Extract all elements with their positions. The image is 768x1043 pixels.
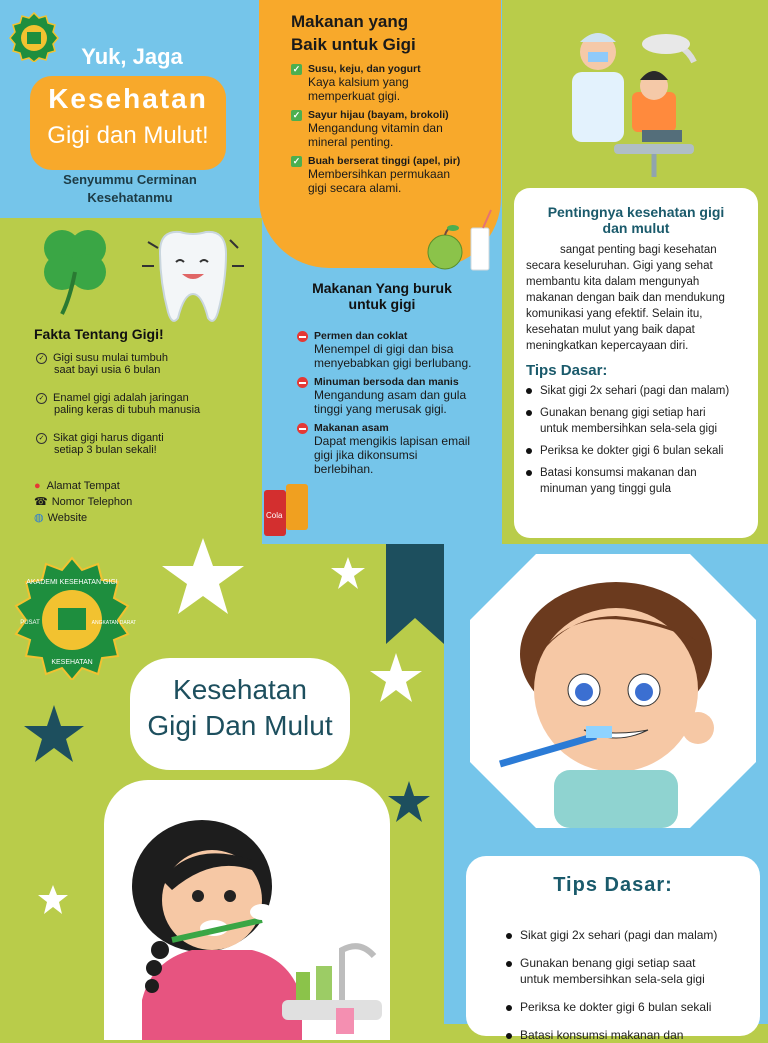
importance-heading-1: Pentingnya kesehatan gigi bbox=[547, 204, 725, 220]
good-food-list bbox=[291, 63, 496, 195]
tips-panel bbox=[444, 544, 768, 1042]
good-food-section bbox=[259, 0, 501, 268]
check-circle-icon: ✓ bbox=[36, 353, 47, 364]
bad-food-heading-1: Makanan Yang buruk bbox=[312, 280, 452, 296]
tip-item bbox=[506, 955, 744, 987]
big-title: Kesehatan bbox=[48, 83, 208, 114]
fact-line: paling keras di tubuh manusia bbox=[54, 404, 201, 416]
tips-list bbox=[526, 383, 746, 497]
academy-logo-large bbox=[8, 556, 136, 680]
food-desc: berlebihan. bbox=[314, 462, 374, 476]
facts-heading: Fakta Tentang Gigi! bbox=[34, 326, 164, 342]
food-desc: Membersihkan permukaan bbox=[308, 167, 451, 181]
food-desc: tinggi yang merusak gigi. bbox=[314, 402, 447, 416]
tip-item bbox=[526, 465, 746, 497]
bullet-icon bbox=[526, 388, 532, 394]
tagline-1: Senyummu Cerminan bbox=[63, 172, 197, 187]
bullet-icon bbox=[506, 933, 512, 939]
girl-card bbox=[104, 780, 390, 1040]
tip-line: Periksa ke dokter gigi 6 bulan sekali bbox=[540, 445, 724, 457]
sub-title: Gigi dan Mulut! bbox=[47, 122, 209, 149]
tip-line: untuk membersihkan sela-sela gigi bbox=[520, 972, 705, 986]
body-line: membantu kita dalam mengunyah bbox=[526, 276, 700, 288]
fact-line: Sikat gigi harus diganti bbox=[53, 432, 164, 444]
food-desc: gigi secara alami. bbox=[308, 181, 402, 195]
star-icon bbox=[330, 556, 366, 590]
tips-card bbox=[466, 856, 760, 1042]
facts-panel bbox=[0, 218, 262, 544]
bullet-icon bbox=[526, 470, 532, 476]
fact-line: Enamel gigi adalah jaringan bbox=[53, 392, 189, 404]
academy-logo bbox=[8, 12, 60, 62]
logo-bottom-text: KESEHATAN bbox=[51, 659, 93, 666]
bad-food-list bbox=[297, 330, 502, 476]
tip-line: Gunakan benang gigi setiap hari bbox=[540, 407, 706, 419]
tips-bottom-list bbox=[506, 927, 744, 1043]
tagline-2: Kesehatanmu bbox=[87, 190, 173, 205]
tip-line: Sikat gigi 2x sehari (pagi dan malam) bbox=[520, 928, 718, 942]
good-food-item bbox=[291, 109, 496, 149]
small-title: Yuk, Jaga bbox=[81, 44, 183, 69]
no-entry-icon bbox=[297, 423, 308, 434]
importance-heading-2: dan mulut bbox=[602, 220, 670, 236]
food-desc: Mengandung asam dan gula bbox=[314, 388, 467, 402]
bullet-icon bbox=[526, 410, 532, 416]
good-food-heading-2: Baik untuk Gigi bbox=[291, 35, 416, 54]
tip-line: Periksa ke dokter gigi 6 bulan sekali bbox=[520, 1000, 712, 1014]
fact-item bbox=[36, 352, 256, 376]
bad-food-item bbox=[297, 422, 502, 476]
checkmark-icon: ✓ bbox=[292, 155, 301, 166]
food-desc: memperkuat gigi. bbox=[308, 89, 401, 103]
ribbon-bookmark bbox=[386, 544, 444, 644]
food-title: Buah berserat tinggi (apel, pir) bbox=[308, 155, 461, 167]
dentist-illustration bbox=[554, 22, 702, 182]
food-title: Susu, keju, dan yogurt bbox=[308, 63, 421, 75]
star-icon bbox=[22, 704, 86, 764]
body-line: komunikasi yang efektif. Selain itu, bbox=[526, 308, 703, 320]
good-food-heading-1: Makanan yang bbox=[291, 12, 409, 31]
facts-list bbox=[36, 352, 256, 456]
boy-card bbox=[466, 550, 760, 832]
body-line: sangat penting bagi kesehatan bbox=[560, 244, 717, 256]
food-desc: menyebabkan gigi berlubang. bbox=[314, 356, 472, 370]
food-desc: gigi jika dikonsumsi bbox=[314, 448, 418, 462]
star-icon bbox=[160, 536, 246, 616]
bullet-icon bbox=[506, 1005, 512, 1011]
tip-item bbox=[526, 383, 746, 399]
checkmark-icon: ✓ bbox=[292, 109, 301, 120]
globe-icon: ◍ bbox=[34, 512, 44, 524]
bad-food-item bbox=[297, 330, 502, 370]
food-desc: Kaya kalsium yang bbox=[308, 75, 409, 89]
importance-panel bbox=[502, 0, 768, 544]
tip-line: minuman yang tinggi gula bbox=[540, 483, 672, 495]
logo-right-text: ANGKATAN DARAT bbox=[91, 620, 136, 626]
bad-food-heading-2: untuk gigi bbox=[348, 296, 416, 312]
tip-line: Gunakan benang gigi setiap saat bbox=[520, 956, 696, 970]
fact-line: Gigi susu mulai tumbuh bbox=[53, 352, 168, 364]
tip-line: Batasi konsumsi makanan dan bbox=[520, 1028, 684, 1042]
contact-phone: Nomor Telephon bbox=[51, 496, 133, 508]
contact-list bbox=[34, 480, 234, 524]
contact-website: Website bbox=[47, 512, 88, 524]
contact-address: Alamat Tempat bbox=[46, 480, 120, 492]
cover-title-2: Gigi Dan Mulut bbox=[147, 710, 333, 741]
star-icon bbox=[386, 780, 432, 824]
logo-top-text: AKADEMI KESEHATAN GIGI bbox=[26, 579, 118, 586]
tip-line: Sikat gigi 2x sehari (pagi dan malam) bbox=[540, 385, 730, 397]
importance-body bbox=[526, 242, 746, 354]
soda-cans-icon bbox=[262, 482, 312, 538]
body-line: meningkatkan kepercayaan diri. bbox=[526, 340, 689, 352]
good-food-item bbox=[291, 155, 496, 195]
check-circle-icon: ✓ bbox=[36, 433, 47, 444]
food-title: Sayur hijau (bayam, brokoli) bbox=[308, 109, 449, 121]
header-panel bbox=[0, 0, 262, 218]
food-desc: Dapat mengikis lapisan email bbox=[314, 434, 471, 448]
food-desc: mineral penting. bbox=[308, 135, 394, 149]
fact-line: setiap 3 bulan sekali! bbox=[54, 444, 157, 456]
tip-item bbox=[526, 405, 746, 437]
food-desc: Menempel di gigi dan bisa bbox=[314, 342, 454, 356]
food-title: Permen dan coklat bbox=[314, 330, 408, 342]
body-line: kesehatan mulut yang baik dapat bbox=[526, 324, 695, 336]
star-icon bbox=[36, 884, 70, 916]
phone-icon: ☎ bbox=[34, 496, 48, 508]
bad-food-item bbox=[297, 376, 502, 416]
can-label: Cola bbox=[266, 511, 283, 520]
tooth-icon bbox=[138, 222, 248, 334]
tip-line: untuk membersihkan sela-sela gigi bbox=[540, 423, 718, 435]
star-icon bbox=[368, 652, 424, 704]
no-entry-icon bbox=[297, 377, 308, 388]
food-title: Minuman bersoda dan manis bbox=[314, 376, 459, 388]
food-desc: Mengandung vitamin dan bbox=[308, 121, 443, 135]
cover-panel bbox=[0, 544, 444, 1024]
tip-item bbox=[506, 999, 744, 1015]
body-line: makanan dengan baik dan mendukung bbox=[526, 292, 725, 304]
girl-brushing-illustration bbox=[112, 800, 388, 1040]
fact-item bbox=[36, 392, 256, 416]
food-title: Makanan asam bbox=[314, 422, 389, 434]
fact-line: saat bayi usia 6 bulan bbox=[54, 364, 161, 376]
bad-food-section bbox=[262, 280, 502, 312]
tips-bottom-heading: Tips Dasar: bbox=[553, 874, 673, 896]
tip-line: Batasi konsumsi makanan dan bbox=[540, 467, 697, 479]
fact-item bbox=[36, 432, 256, 456]
no-entry-icon bbox=[297, 331, 308, 342]
logo-left-text: PUSAT bbox=[20, 620, 40, 626]
tip-item bbox=[506, 927, 744, 943]
tip-item bbox=[526, 443, 746, 459]
check-circle-icon: ✓ bbox=[36, 393, 47, 404]
good-food-item bbox=[291, 63, 496, 103]
cover-title-card bbox=[130, 658, 350, 770]
tip-item bbox=[506, 1027, 744, 1043]
bullet-icon bbox=[506, 1033, 512, 1039]
apple-milk-icon bbox=[425, 206, 497, 272]
importance-card bbox=[514, 188, 758, 538]
tips-heading: Tips Dasar: bbox=[526, 362, 608, 379]
location-pin-icon: ● bbox=[34, 480, 41, 492]
clover-icon bbox=[32, 218, 118, 318]
bullet-icon bbox=[506, 961, 512, 967]
body-line: secara keseluruhan. Gigi yang sehat bbox=[526, 260, 713, 272]
checkmark-icon: ✓ bbox=[292, 63, 301, 74]
bullet-icon bbox=[526, 448, 532, 454]
cover-title-1: Kesehatan bbox=[173, 674, 307, 705]
